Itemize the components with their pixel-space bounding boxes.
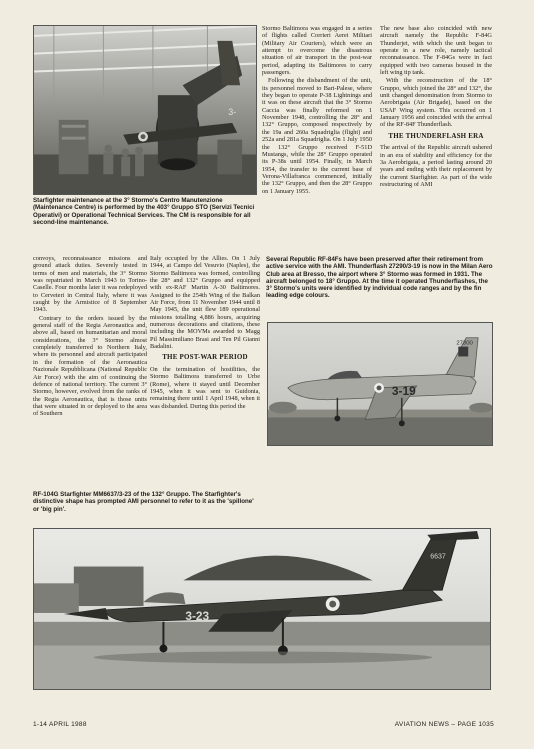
column-2-top (262, 25, 372, 250)
hangar-photo (33, 25, 257, 195)
column-2-bottom (150, 255, 260, 487)
thunderflash-code: 3-19 (391, 383, 416, 398)
col2-top-paragraph-1: Stormo Baltimora was engaged in a series of flights called Corrieri Aerei Militari (Military Air Couriers), which were an attempt to overcome the disastrous situation of air transport in the post-war period, adapting its Baltimores to carry passengers. (262, 25, 372, 77)
col1-paragraph-2: Contrary to the orders issued by the general staff of the Regia Aeronautica and, above all, based on humanitarian and moral considerations, the 3° Stormo almost completely transferred to Northern Italy, where its personnel and aircraft participated in the formation of the Aeronautica Nazionale Repubblicana (National Republic Air Force) with the aim of continuing the defence of national territory. The current 3° Stormo, however, evolved from the ranks of the Regia Aeronautica, that is those units that were situated in or deployed to the area of Southern (33, 314, 147, 418)
top-photo-caption: Starfighter maintenance at the 3° Stormo's Centro Manutenzione (Maintenance Centre) is performed by the 403° Gruppo STO (Servizi Tecnici Operativi) or Operational Technical Services. The CM is responsible for all second-line maintenance. (33, 197, 255, 226)
starfighter-photo (33, 528, 491, 690)
thunderflash-fin-number: 27300 (456, 340, 473, 347)
middle-photo-caption: Several Republic RF-84Fs have been preserved after their retirement from active service with the AMI. Thunderflash 27290/3-19 is now in the Milan Aero Club area at Bresso, the airport where 3° Stormo was formed in 1931. The aircraft belonged to 18° Gruppo. At the time it operated Thunderflashes, the 3° Stormo's units were identified by individual code ranges and by the fin leading edge colours. (266, 256, 493, 300)
col2-bottom-paragraph-2: On the termination of hostilities, the Stormo Baltimora transferred to Urbe (Rome), where it stayed until December 1945, when it was sent to Guidonia, remaining there until 1 April 1948, when it was disbanded. During this period the (150, 365, 260, 410)
col3-paragraph-2: With the reconstruction of the 18° Gruppo, which joined the 28° and 132°, the unit changed denomination from Stormo to Aerobrigata (Air Brigade), based on the USAF Wing system. This occurred on 1 January 1956 and coincided with the arrival of the RF-84F Thunderflash. (380, 77, 492, 129)
footer-date: 1-14 APRIL 1988 (33, 721, 87, 728)
column-3 (380, 25, 492, 253)
col2-bottom-paragraph-1: Italy occupied by the Allies. On 1 July 1944, at Campo del Vesuvio (Naples), the Stormo Baltimora was formed, controlling the 28° and 132° Gruppo and equipped with ex-RAF Martin A-30 Baltimores. Assigned to the 254th Wing of the Balkan Air Force, from 11 November 1944 until 8 May 1945, the unit flew 189 operational missions totalling 4,886 hours, acquiring numerous decorations and citations, these including the MOVMs awarded to Magg Pil Massimiliano Brasi and Ten Pil Gianni Badalini. (150, 255, 260, 351)
bottom-photo-caption: RF-104G Starfighter MM6637/3-23 of the 132° Gruppo. The Starfighter's distinctive shape has prompted AMI personnel to refer to it as the 'spillone' or 'big pin'. (33, 491, 254, 513)
footer-page-number: AVIATION NEWS – PAGE 1035 (394, 721, 494, 728)
starfighter-code: 3-23 (185, 608, 210, 623)
col2-top-paragraph-2: Following the disbandment of the unit, its personnel moved to Bari-Palese, where they began to operate P-38 Lightnings and it was on these aircraft that the 3° Stormo Caccia was finally reformed on 1 November 1948, controlling the 28° and 132° Gruppo, composed respectively by the 19a and 260a Squadriglia (flight) and 252a and 281a Squadriglia. On 1 July 1950 the 132° Gruppo received F-51D Mustangs, while the 28° Gruppo operated its P-38s until 1954. Finally, in March 1954, the transfer to the current base of Verona-Villafranca commenced, initially the 132° Gruppo, and then the 28° Gruppo on 1 January 1955. (262, 77, 372, 195)
thunderflash-heading: THE THUNDERFLASH ERA (388, 131, 484, 140)
top-aircraft-code: 3- (228, 106, 237, 117)
col3-paragraph-1: The new base also coincided with new aircraft namely the Republic F-84G Thunderjet, with which the unit began to operate in a new role, namely tactical reconnaissance. The F-84Gs were in fact equipped with two cameras housed in the left wing tip tank. (380, 25, 492, 77)
col1-paragraph-1: convoys, reconnaissance missions and ground attack duties. Severely tested in terms of men and materials, the 3° Stormo was repatriated in March 1943 to Torino-Caselle. Four months later it was redeployed to Cerveteri in Central Italy, where it was caught by the Armistice of 8 September 1943. (33, 255, 147, 314)
post-war-heading: THE POST-WAR PERIOD (162, 353, 248, 362)
col3-paragraph-3: The arrival of the Republic aircraft ushered in an era of stability and efficiency for the 3a Aerobrigata, a period lasting around 20 years and ending with their replacement by the current Starfighter. As part of the wide restructuring of AMI (380, 144, 492, 188)
starfighter-fin-number: 6637 (430, 553, 446, 561)
thunderflash-photo (267, 322, 493, 446)
